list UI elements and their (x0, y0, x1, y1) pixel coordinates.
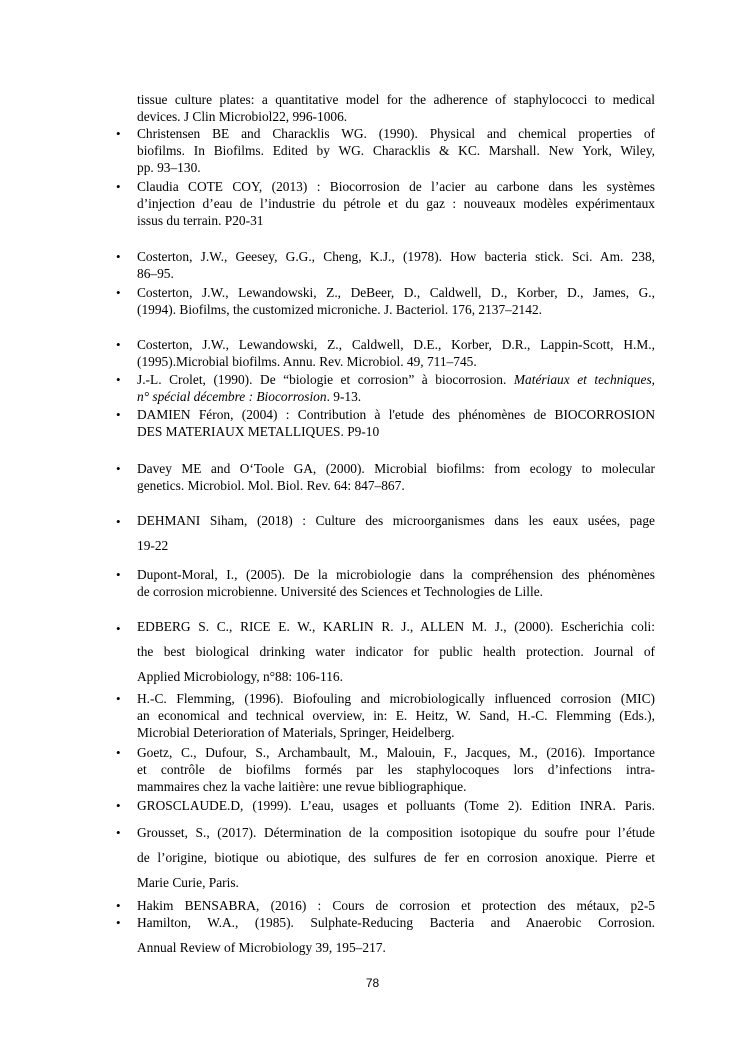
reference-entry (137, 91, 655, 125)
reference-line: d’injection d’eau de l’industrie du pétrole et du gaz : nouveaux modèles expérimentaux (137, 196, 655, 211)
bullet-icon: • (116, 407, 121, 422)
reference-line: de corrosion microbienne. Université des Sciences et Technologies de Lille. (137, 584, 543, 599)
reference-line: Costerton, J.W., Geesey, G.G., Cheng, K.J., (1978). How bacteria stick. Sci. Am. 238, (137, 249, 655, 264)
reference-line: GROSCLAUDE.D, (1999). L’eau, usages et polluants (Tome 2). Edition INRA. Paris. (137, 798, 655, 813)
reference-line: Marie Curie, Paris. (137, 875, 239, 890)
page-number: 78 (365, 976, 380, 990)
reference-line: devices. J Clin Microbiol22, 996-1006. (137, 109, 348, 124)
reference-entry (137, 460, 655, 494)
bullet-icon: • (116, 461, 121, 476)
reference-entry (137, 614, 655, 689)
reference-entry (137, 125, 655, 176)
reference-line: Hamilton, W.A., (1985). Sulphate-Reducing Bacteria and Anaerobic Corrosion. (137, 915, 655, 930)
reference-entry (137, 336, 655, 370)
reference-line: DES MATERIAUX METALLIQUES. P9-10 (137, 424, 380, 439)
reference-line: genetics. Microbiol. Mol. Biol. Rev. 64: 847–867. (137, 478, 405, 493)
reference-entry (137, 284, 655, 318)
reference-line: Goetz, C., Dufour, S., Archambault, M., Malouin, F., Jacques, M., (2016). Importance (137, 745, 655, 760)
reference-entry (137, 178, 655, 229)
reference-line: 86–95. (137, 266, 174, 281)
reference-entry (137, 371, 655, 405)
reference-entry (137, 744, 655, 795)
reference-line (137, 388, 655, 405)
bullet-icon: • (116, 285, 121, 300)
reference-line: Davey ME and O‘Toole GA, (2000). Microbial biofilms: from ecology to molecular (137, 461, 655, 476)
bullet-icon: • (116, 898, 121, 913)
bullet-icon: • (116, 745, 121, 760)
reference-line (137, 371, 655, 388)
bullet-icon: • (116, 825, 121, 840)
reference-line: Microbial Deterioration of Materials, Springer, Heidelberg. (137, 725, 455, 740)
reference-line: (1994). Biofilms, the customized microniche. J. Bacteriol. 176, 2137–2142. (137, 302, 542, 317)
bullet-icon: • (116, 915, 121, 930)
bullet-icon: • (116, 621, 121, 636)
bullet-icon: • (116, 372, 121, 387)
reference-line: Costerton, J.W., Lewandowski, Z., DeBeer, D., Caldwell, D., Korber, D., James, G., (137, 285, 655, 300)
reference-entry (137, 248, 655, 282)
reference-line: the best biological drinking water indicator for public health protection. Journal of (137, 644, 655, 659)
reference-line: DEHMANI Siham, (2018) : Culture des microorganismes dans les eaux usées, page (137, 513, 655, 528)
reference-text: . 9-13. (326, 389, 362, 404)
reference-line: Claudia COTE COY, (2013) : Biocorrosion de l’acier au carbone dans les systèmes (137, 179, 655, 194)
reference-line: tissue culture plates: a quantitative model for the adherence of staphylococci to medical (137, 92, 655, 107)
reference-line: an economical and technical overview, in: E. Heitz, W. Sand, H.-C. Flemming (Eds.), (137, 708, 655, 723)
reference-line: pp. 93–130. (137, 160, 201, 175)
reference-line: issus du terrain. P20-31 (137, 213, 264, 228)
bullet-icon: • (116, 798, 121, 813)
reference-line: biofilms. In Biofilms. Edited by WG. Characklis & KC. Marshall. New York, Wiley, (137, 143, 655, 158)
reference-entry (137, 910, 655, 960)
reference-line: mammaires chez la vache laitière: une revue bibliographique. (137, 779, 467, 794)
reference-entry (137, 690, 655, 741)
reference-line: Grousset, S., (2017). Détermination de la composition isotopique du soufre pour l’étude (137, 825, 655, 840)
bullet-icon: • (116, 514, 121, 529)
bullet-icon: • (116, 567, 121, 582)
reference-line: (1995).Microbial biofilms. Annu. Rev. Microbiol. 49, 711–745. (137, 354, 477, 369)
reference-line: Applied Microbiology, n°88: 106-116. (137, 669, 343, 684)
reference-line: 19-22 (137, 538, 169, 553)
reference-line: Annual Review of Microbiology 39, 195–217. (137, 940, 386, 955)
reference-line: Costerton, J.W., Lewandowski, Z., Caldwell, D.E., Korber, D.R., Lappin-Scott, H.M., (137, 337, 655, 352)
reference-entry (137, 406, 655, 440)
reference-line: EDBERG S. C., RICE E. W., KARLIN R. J., ALLEN M. J., (2000). Escherichia coli: (137, 619, 655, 634)
bullet-icon: • (116, 179, 121, 194)
reference-text: J.-L. Crolet, (1990). De “biologie et corrosion” à biocorrosion. (137, 372, 514, 387)
journal-title: Matériaux et techniques, (513, 372, 656, 387)
reference-entry (137, 797, 655, 814)
reference-line: de l’origine, biotique ou abiotique, des sulfures de fer en corrosion anoxique. Pierre et (137, 850, 655, 865)
reference-line: Dupont-Moral, I., (2005). De la microbiologie dans la compréhension des phénomènes (137, 567, 655, 582)
bullet-icon: • (116, 337, 121, 352)
reference-line: Hakim BENSABRA, (2016) : Cours de corrosion et protection des métaux, p2-5 (137, 898, 655, 913)
bullet-icon: • (116, 691, 121, 706)
reference-entry (137, 508, 655, 558)
reference-line: et contrôle de biofilms formés par les staphylocoques lors d’infections intra- (137, 762, 655, 777)
reference-entry (137, 820, 655, 895)
reference-line: DAMIEN Féron, (2004) : Contribution à l'etude des phénomènes de BIOCORROSION (137, 407, 655, 422)
bullet-icon: • (116, 126, 121, 141)
bullet-icon: • (116, 249, 121, 264)
reference-line: H.-C. Flemming, (1996). Biofouling and microbiologically influenced corrosion (MIC) (137, 691, 655, 706)
journal-issue: n° spécial décembre : Biocorrosion (137, 389, 327, 404)
reference-entry (137, 566, 655, 600)
reference-line: Christensen BE and Characklis WG. (1990). Physical and chemical properties of (137, 126, 655, 141)
